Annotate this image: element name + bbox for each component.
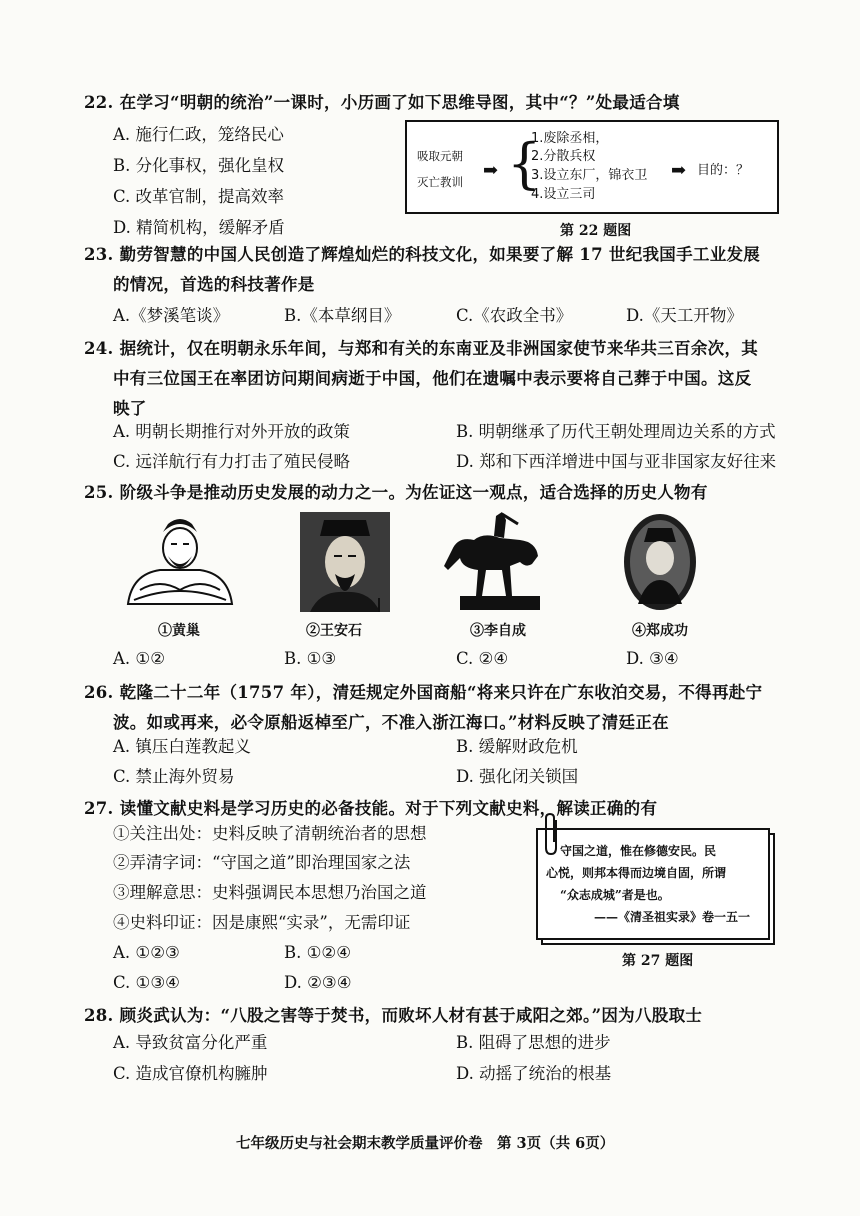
q23-option-d[interactable]: D.《天工开物》	[626, 306, 743, 325]
arrow-right-icon: ➡	[483, 160, 499, 181]
mindmap-item-2: 2.分散兵权	[531, 149, 596, 164]
q28-option-d[interactable]: D. 动摇了统治的根基	[456, 1064, 612, 1083]
q28-option-a[interactable]: A. 导致贫富分化严重	[113, 1033, 268, 1052]
card-line-2: 心悦，则邦本得而边境自固，所谓	[546, 866, 727, 880]
q25-stem: 25. 阶级斗争是推动历史发展的动力之一。为佐证这一观点，适合选择的历史人物有	[84, 483, 708, 502]
q23-option-b[interactable]: B.《本草纲目》	[284, 306, 401, 325]
q27-item-1: ①关注出处：史料反映了清朝统治者的思想	[113, 824, 427, 843]
q27-item-2: ②弄清字词：“守国之道”即治理国家之法	[113, 853, 411, 872]
mindmap-goal: 目的：？	[697, 163, 750, 178]
brace-icon: {	[507, 132, 542, 195]
q24-option-c[interactable]: C. 远洋航行有力打击了殖民侵略	[113, 452, 351, 471]
q27-item-4: ④史料印证：因是康熙“实录”，无需印证	[113, 913, 411, 932]
q22-option-d[interactable]: D. 精简机构，缓解矛盾	[113, 218, 285, 237]
q24-stem-line3: 映了	[113, 399, 147, 418]
q25-figure-3-label: ③李自成	[470, 623, 526, 639]
wang-anshi-portrait	[300, 512, 390, 612]
q26-option-c[interactable]: C. 禁止海外贸易	[113, 767, 235, 786]
q25-figure-2-label: ②王安石	[306, 623, 362, 639]
page-footer: 七年级历史与社会期末教学质量评价卷 第 3页（共 6页）	[236, 1135, 615, 1152]
q24-stem-line1: 24. 据统计，仅在明朝永乐年间，与郑和有关的东南亚及非洲国家使节来华共三百余次，其	[84, 339, 759, 358]
q23-option-a[interactable]: A.《梦溪笔谈》	[113, 306, 230, 325]
q26-stem-line1: 26. 乾隆二十二年（1757 年），清廷规定外国商船“将来只许在广东收泊交易，不得再赴宁	[84, 683, 763, 702]
q27-item-3: ③理解意思：史料强调民本思想乃治国之道	[113, 883, 427, 902]
q28-stem: 28. 顾炎武认为：“八股之害等于焚书，而败坏人材有甚于咸阳之郊。”因为八股取士	[84, 1006, 703, 1025]
zheng-chenggong-portrait	[622, 512, 698, 612]
card-line-3: “众志成城”者是也。	[560, 888, 670, 902]
q23-stem-line1: 23. 勤劳智慧的中国人民创造了辉煌灿烂的科技文化，如果要了解 17 世纪我国手工业发展	[84, 245, 761, 264]
q24-option-a[interactable]: A. 明朝长期推行对外开放的政策	[113, 422, 350, 441]
mindmap-item-1: 1.废除丞相，	[531, 131, 609, 146]
card-line-1: 守国之道，惟在修德安民。民	[560, 844, 717, 858]
huang-chao-portrait	[120, 512, 240, 612]
q24-option-b[interactable]: B. 明朝继承了历代王朝处理周边关系的方式	[456, 422, 776, 441]
q22-mindmap	[405, 120, 779, 214]
divider-mark	[378, 598, 380, 612]
q24-stem-line2: 中有三位国王在率团访问期间病逝于中国，他们在遗嘱中表示要将自己葬于中国。这反	[113, 369, 752, 388]
q22-caption: 第 22 题图	[560, 223, 632, 239]
q25-option-b[interactable]: B. ①③	[284, 649, 337, 668]
q27-option-b[interactable]: B. ①②④	[284, 943, 351, 962]
q27-stem: 27. 读懂文献史料是学习历史的必备技能。对于下列文献史料，解读正确的有	[84, 799, 658, 818]
q22-option-a[interactable]: A. 施行仁政，笼络民心	[113, 125, 284, 144]
q25-option-c[interactable]: C. ②④	[456, 649, 509, 668]
q22-option-c[interactable]: C. 改革官制，提高效率	[113, 187, 285, 206]
mindmap-left-line2: 灭亡教训	[417, 175, 463, 189]
mindmap-item-4: 4.设立三司	[531, 187, 596, 202]
q26-option-b[interactable]: B. 缓解财政危机	[456, 737, 578, 756]
q25-option-a[interactable]: A. ①②	[113, 649, 165, 668]
q22-option-b[interactable]: B. 分化事权，强化皇权	[113, 156, 285, 175]
arrow-right-icon: ➡	[671, 160, 687, 181]
q28-option-b[interactable]: B. 阻碍了思想的进步	[456, 1033, 611, 1052]
q28-option-c[interactable]: C. 造成官僚机构臃肿	[113, 1064, 268, 1083]
q27-option-c[interactable]: C. ①③④	[113, 973, 180, 992]
q23-option-c[interactable]: C.《农政全书》	[456, 306, 573, 325]
q25-option-d[interactable]: D. ③④	[626, 649, 679, 668]
mindmap-left-line1: 吸取元朝	[417, 149, 463, 163]
q26-stem-line2: 波。如或再来，必令原船返棹至广，不准入浙江海口。”材料反映了清廷正在	[113, 713, 669, 732]
q27-option-a[interactable]: A. ①②③	[113, 943, 180, 962]
li-zicheng-statue	[440, 510, 552, 614]
q23-stem-line2: 的情况，首选的科技著作是	[113, 275, 315, 294]
paperclip-icon	[544, 812, 562, 858]
q22-stem: 22. 在学习“明朝的统治”一课时，小历画了如下思维导图，其中“？”处最适合填	[84, 93, 680, 112]
q26-option-a[interactable]: A. 镇压白莲教起义	[113, 737, 251, 756]
card-line-4: ——《清圣祖实录》卷一五一	[594, 910, 751, 924]
q25-figure-1-label: ①黄巢	[158, 623, 200, 639]
q27-option-d[interactable]: D. ②③④	[284, 973, 352, 992]
q25-figure-4-label: ④郑成功	[632, 623, 688, 639]
q24-option-d[interactable]: D. 郑和下西洋增进中国与亚非国家友好往来	[456, 452, 777, 471]
q26-option-d[interactable]: D. 强化闭关锁国	[456, 767, 579, 786]
mindmap-item-3: 3.设立东厂，锦衣卫	[531, 168, 648, 183]
q27-source-card-front	[536, 828, 770, 940]
q27-caption: 第 27 题图	[622, 953, 694, 969]
